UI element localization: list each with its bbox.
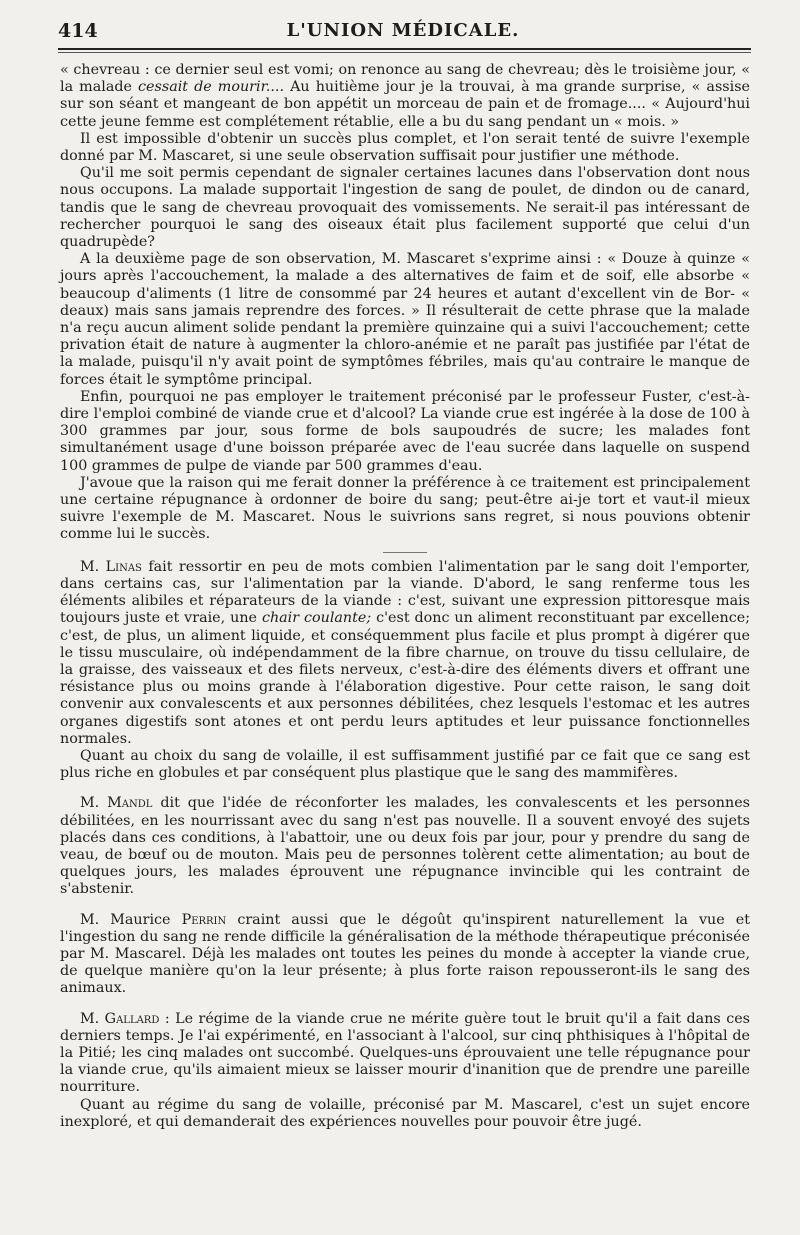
paragraph-quote-end [60,62,750,131]
journal-title: L'UNION MÉDICALE. [286,20,520,41]
speaker-prefix: M. [80,1010,105,1027]
header-rule-thin [58,52,751,53]
speaker-name: Gallard [104,1010,160,1027]
italic-phrase: cessait de mourir.... [138,79,285,96]
spacer [60,899,750,912]
paragraph: A la deuxième page de son observation, M. Mascaret s'exprime ainsi : « Douze à quinze « jours après l'accouchement, la malade a des alternatives de faim et de soif, elle absorbe « beaucoup d'aliments (1 litre de consommé par 24 heures et autant d'excellent vin de Bor- « deaux) mais sans jamais reprendre des forces. » Il résulterait de cette phrase que la malade n'a reçu aucun aliment solide pendant la première quinzaine qui a suivi l'accouchement; cette privation était de nature à augmenter la chloro-anémie et ne paraît pas justifiée par l'état de la malade, puisqu'il n'y avait point de symptômes fébriles, mais qu'au contraire le manque de forces était le symptôme principal. [60,251,750,388]
header-rule [58,48,751,50]
paragraph: Quant au choix du sang de volaille, il est suffisamment justifié par ce fait que ce sang est plus riche en globules et par conséquent plus plastique que le sang des mammifères. [60,747,750,782]
paragraph: Quant au régime du sang de volaille, préconisé par M. Mascarel, c'est un sujet encore inexploré, et qui demanderait des expériences nouvelles pour pouvoir être jugé. [60,1096,750,1130]
paragraph: Enfin, pourquoi ne pas employer le traitement préconisé par le professeur Fuster, c'est-à-dire l'emploi combiné de viande crue et d'alcool? La viande crue est ingérée à la dose de 100 à 300 grammes par jour, sous forme de bols saupoudrés de sucre; les malades font simultanément usage d'une boisson préparée avec de l'eau sucrée dans laquelle on suspend 100 grammes de pulpe de viande par 500 grammes d'eau. [60,388,750,474]
article-body [60,62,750,1131]
spacer [60,998,750,1011]
text-run: c'est donc un aliment reconstituant par excellence; c'est, de plus, un aliment liquide, et conséquemment plus facile et plus prompt à digérer que le tissu musculaire, où indépendamment de la fibre charnue, on trouve du tissu cellulaire, de la graisse, des vaisseaux et des filets nerveux, c'est-à-dire des éléments divers et offrant une résistance plus ou moins grande à l'élaboration digestive. Pour cette raison, le sang doit convenir aux convalescents et aux personnes débilitées, chez lesquels l'estomac et les autres organes digestifs sont atones et ont perdu leurs aptitudes et leur puissance fonctionnelles normales. [60,610,751,747]
text-run: dit que l'idée de réconforter les malades, les convalescents et les personnes débilitées, en les nourrissant avec du sang n'est pas nouvelle. Il a souvent envoyé des sujets placés dans ces conditions, à l'abattoir, une ou deux fois par jour, pour y prendre du sang de veau, de bœuf ou de mouton. Mais peu de personnes tolèrent cette alimentation; au bout de quelques jours, les malades éprouvent une répugnance invincible qui les contraint de s'abstenir. [60,795,750,898]
text-run: « chevreau : ce dernier seul est vomi; on renonce au sang de chevreau; dès le troisième jour, « la malade [60,62,750,96]
paragraph: J'avoue que la raison qui me ferait donner la préférence à ce traitement est principalement une certaine répugnance à ordonner de boire du sang; peut-être ai-je tort et vaut-il mieux suivre l'exemple de M. Mascaret. Nous le suivrions sans regret, si nous pouvions obtenir comme lui le succès. [60,474,750,543]
paragraph-linas [60,559,750,748]
page-number: 414 [58,20,98,42]
paragraph: Il est impossible d'obtenir un succès plus complet, et l'on serait tenté de suivre l'exemple donné par M. Mascaret, si une seule observation suffisait pour justifier une méthode. [60,130,750,165]
paragraph-mandl [60,795,750,898]
speaker-name: Mandl [107,795,153,812]
speaker-name: Perrin [181,911,227,928]
text-run: craint aussi que le dégoût qu'inspirent naturellement la vue et l'ingestion du sang ne rende difficile la généralisation de la méthode thérapeutique préconisée par M. Mascarel. Déjà les malades ont toutes les peines du monde à accepter la viande crue, de quelque manière qu'on la leur présente; à plus forte raison repousseront-ils le sang des animaux. [60,911,750,997]
running-header [58,18,748,44]
text-run: Au huitième jour je la trouvai, à ma grande surprise, « assise sur son séant et mangeant de bon appétit un morceau de pain et de fromage.... « Aujourd'hui cette jeune femme est complétement rétablie, elle a bu du sang pendant un « mois. » [60,79,750,130]
spacer [60,782,750,795]
section-separator [383,552,427,553]
paragraph-perrin [60,912,750,998]
paragraph-gallard [60,1011,750,1097]
speaker-name: Linas [105,558,142,575]
text-run: fait ressortir en peu de mots combien l'alimentation par le sang doit l'emporter, dans certains cas, sur l'alimentation par la viande. D'abord, le sang renferme tous les éléments alibiles et réparateurs de la viande : c'est, suivant une expression pittoresque mais toujours juste et vraie, une [60,558,750,627]
paragraph: Qu'il me soit permis cependant de signaler certaines lacunes dans l'observation dont nous nous occupons. La malade supportait l'ingestion de sang de poulet, de dindon ou de canard, tandis que le sang de chevreau provoquait des vomissements. Ne serait-il pas intéressant de rechercher pourquoi le sang des oiseaux était plus facilement supporté que celui d'un quadrupède? [60,165,750,251]
speaker-prefix: M. [80,795,108,812]
speaker-prefix: M. [80,558,106,575]
speaker-prefix: M. Maurice [80,911,182,928]
text-run: : Le régime de la viande crue ne mérite guère tout le bruit qu'il a fait dans ces derniers temps. Je l'ai expérimenté, en l'associant à l'alcool, sur cinq phthisiques à l'hôpital de la Pitié; les cinq malades ont succombé. Quelques-uns éprouvaient une telle répugnance pour la viande crue, qu'ils aimaient mieux se laisser mourir d'inanition que de prendre une pareille nourriture. [60,1010,750,1096]
italic-phrase: chair coulante; [261,610,372,627]
